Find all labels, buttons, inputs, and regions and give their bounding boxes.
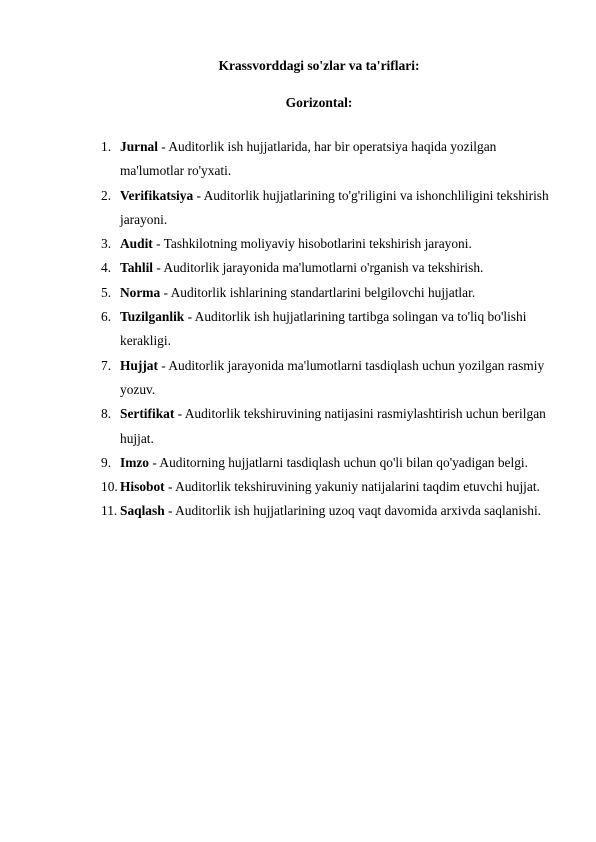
item-definition: - Auditorlik ish hujjatlarida, har bir operatsiya haqida yozilgan ma'lumotlar ro'yxati. xyxy=(120,139,497,179)
item-definition: - Auditorlik tekshiruvining natijasini rasmiylashtirish uchun berilgan hujjat. xyxy=(120,406,546,446)
list-item xyxy=(101,305,561,354)
list-item xyxy=(101,232,561,256)
item-term: Verifikatsiya xyxy=(120,187,194,203)
item-number: 10. xyxy=(101,479,118,495)
item-definition: - Auditorlik ish hujjatlarining uzoq vaqt davomida arxivda saqlanishi. xyxy=(164,503,542,519)
item-number: 7. xyxy=(101,357,112,373)
item-number: 2. xyxy=(101,187,112,203)
item-number: 9. xyxy=(101,454,112,470)
item-term: Hisobot xyxy=(120,479,165,495)
list-item xyxy=(101,256,561,280)
item-number: 8. xyxy=(101,406,112,422)
list-item xyxy=(101,499,561,523)
item-definition: - Auditorlik ishlarining standartlarini belgilovchi hujjatlar. xyxy=(160,284,476,300)
item-term: Sertifikat xyxy=(120,406,175,422)
item-definition: - Auditorlik hujjatlarining to'g'riligini va ishonchliligini tekshirish jarayoni. xyxy=(120,187,549,227)
item-term: Saqlash xyxy=(120,503,165,519)
item-number: 5. xyxy=(101,284,112,300)
list-item xyxy=(101,184,561,233)
item-term: Audit xyxy=(120,236,153,252)
item-definition: - Auditorning hujjatlarni tasdiqlash uchun qo'li bilan qo'yadigan belgi. xyxy=(149,454,528,470)
item-number: 1. xyxy=(101,139,112,154)
list-item xyxy=(101,451,561,475)
item-term: Norma xyxy=(120,284,161,300)
item-number: 3. xyxy=(101,236,112,252)
item-definition: - Auditorlik jarayonida ma'lumotlarni tasdiqlash uchun yozilgan rasmiy yozuv. xyxy=(120,357,545,397)
item-term: Hujjat xyxy=(120,357,158,373)
item-number: 6. xyxy=(101,309,112,325)
item-number: 11. xyxy=(101,503,118,519)
item-term: Jurnal xyxy=(120,139,158,154)
item-definition: - Auditorlik tekshiruvining yakuniy natijalarini taqdim etuvchi hujjat. xyxy=(164,479,540,495)
list-item xyxy=(101,402,561,451)
item-number: 4. xyxy=(101,260,112,276)
list-item xyxy=(101,475,561,499)
list-item xyxy=(101,354,561,403)
item-term: Imzo xyxy=(120,454,150,470)
definitions-list xyxy=(101,135,561,524)
list-item xyxy=(101,281,561,305)
item-definition: - Auditorlik ish hujjatlarining tartibga solingan va to'liq bo'lishi kerakligi. xyxy=(120,309,527,349)
item-term: Tahlil xyxy=(120,260,154,276)
item-definition: - Auditorlik jarayonida ma'lumotlarni o'rganish va tekshirish. xyxy=(153,260,484,276)
section-heading-horizontal: Gorizontal: xyxy=(285,95,353,110)
item-term: Tuzilganlik xyxy=(120,309,185,325)
item-definition: - Tashkilotning moliyaviy hisobotlarini tekshirish jarayoni. xyxy=(152,236,472,252)
list-item xyxy=(101,135,561,184)
document-title: Krassvorddagi so'zlar va ta'riflari: xyxy=(218,58,420,73)
